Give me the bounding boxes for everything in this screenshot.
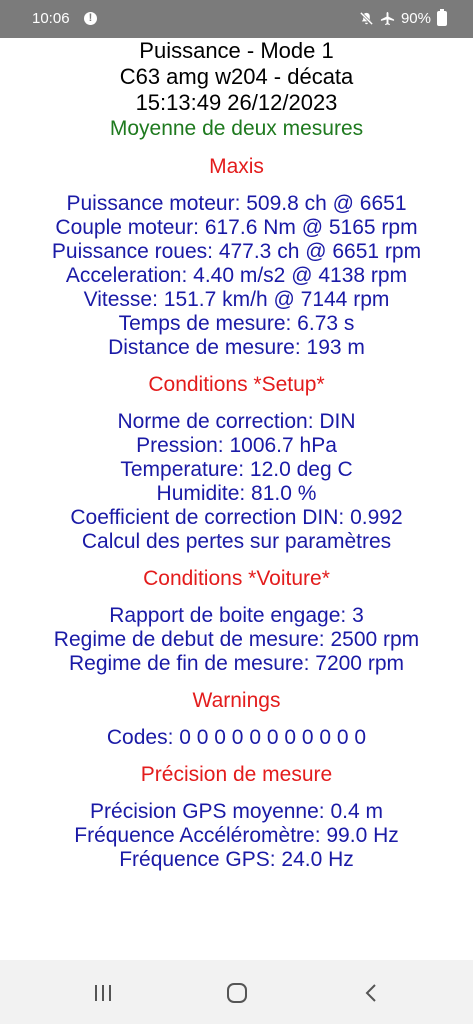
recents-button[interactable] — [88, 978, 118, 1008]
status-bar — [0, 0, 473, 38]
battery-icon — [437, 11, 447, 26]
section-maxis — [0, 154, 473, 360]
airplane-mode-icon — [380, 11, 395, 26]
navigation-bar — [0, 960, 473, 1024]
status-time: 10:06 — [32, 10, 70, 27]
alert-icon: ! — [84, 12, 97, 25]
row-acceleration: Acceleration: 4.40 m/s2 @ 4138 rpm — [65, 264, 408, 287]
status-icons — [359, 10, 447, 27]
row-humidity: Humidite: 81.0 % — [156, 482, 317, 505]
home-button[interactable] — [222, 978, 252, 1008]
section-title-setup: Conditions *Setup* — [148, 373, 325, 396]
section-car — [0, 566, 473, 676]
home-icon — [225, 981, 249, 1005]
back-button[interactable] — [356, 978, 386, 1008]
mute-icon — [359, 11, 374, 26]
row-correction-norm: Norme de correction: DIN — [117, 410, 356, 433]
measure-datetime: 15:13:49 26/12/2023 — [135, 90, 338, 115]
row-loss-calculation: Calcul des pertes sur paramètres — [81, 530, 392, 553]
row-accelerometer-frequency: Fréquence Accéléromètre: 99.0 Hz — [74, 824, 399, 847]
battery-percent: 90% — [400, 10, 431, 27]
row-gps-frequency: Fréquence GPS: 24.0 Hz — [119, 848, 354, 871]
row-measure-time: Temps de mesure: 6.73 s — [118, 312, 355, 335]
row-pressure: Pression: 1006.7 hPa — [136, 434, 337, 457]
row-speed: Vitesse: 151.7 km/h @ 7144 rpm — [83, 288, 390, 311]
section-title-car: Conditions *Voiture* — [143, 567, 330, 590]
row-gps-precision: Précision GPS moyenne: 0.4 m — [90, 800, 383, 823]
row-warning-codes: Codes: 0 0 0 0 0 0 0 0 0 0 0 — [106, 726, 367, 749]
section-warnings — [0, 688, 473, 750]
row-correction-coefficient: Coefficient de correction DIN: 0.992 — [70, 506, 403, 529]
row-engine-power: Puissance moteur: 509.8 ch @ 6651 — [66, 192, 407, 215]
section-title-warnings: Warnings — [192, 689, 281, 712]
row-measure-distance: Distance de mesure: 193 m — [108, 336, 365, 359]
vehicle-name: C63 amg w204 - décata — [119, 64, 354, 89]
back-icon — [361, 982, 381, 1004]
result-header — [0, 38, 473, 142]
row-start-rpm: Regime de debut de mesure: 2500 rpm — [53, 628, 420, 651]
row-wheel-power: Puissance roues: 477.3 ch @ 6651 rpm — [51, 240, 422, 263]
row-temperature: Temperature: 12.0 deg C — [120, 458, 353, 481]
result-content — [0, 38, 473, 960]
recents-icon — [92, 983, 114, 1003]
section-setup — [0, 372, 473, 554]
section-title-precision: Précision de mesure — [140, 763, 333, 786]
subtitle: Moyenne de deux mesures — [109, 117, 364, 140]
row-gear: Rapport de boite engage: 3 — [109, 604, 364, 627]
section-precision — [0, 762, 473, 872]
row-end-rpm: Regime de fin de mesure: 7200 rpm — [68, 652, 404, 675]
row-engine-torque: Couple moteur: 617.6 Nm @ 5165 rpm — [55, 216, 418, 239]
page-title: Puissance - Mode 1 — [139, 38, 334, 63]
section-title-maxis: Maxis — [209, 155, 264, 178]
